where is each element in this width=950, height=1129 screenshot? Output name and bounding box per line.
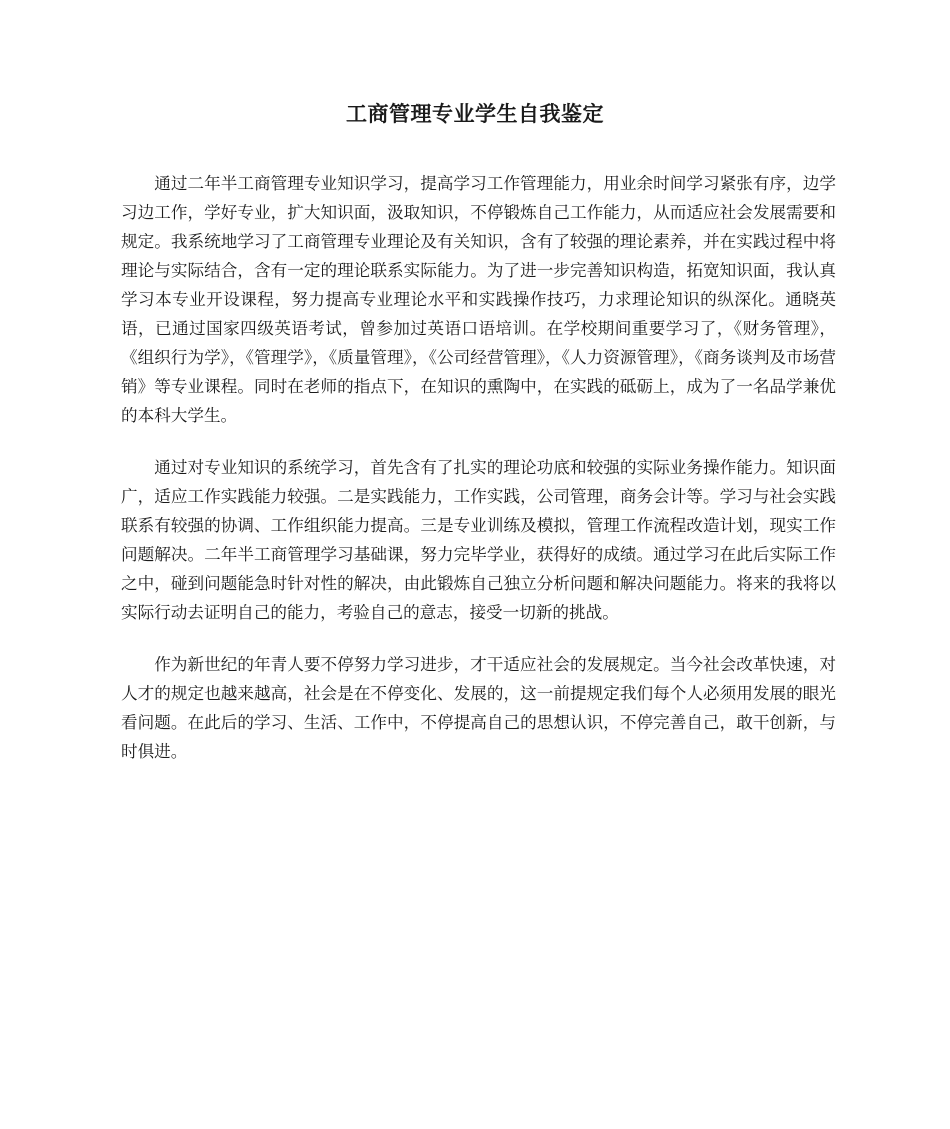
document-body (121, 169, 836, 789)
paragraph-2: 通过对专业知识的系统学习，首先含有了扎实的理论功底和较强的实际业务操作能力。知识面广，适应工作实践能力较强。二是实践能力，工作实践，公司管理，商务会计等。学习与社会实践联系有较强的协调、工作组织能力提高。三是专业训练及模拟，管理工作流程改造计划，现实工作问题解决。二年半工商管理学习基础课，努力完毕学业，获得好的成绩。通过学习在此后实际工作之中，碰到问题能急时针对性的解决，由此锻炼自己独立分析问题和解决问题能力。将来的我将以实际行动去证明自己的能力，考验自己的意志，接受一切新的挑战。 (121, 458, 836, 622)
paragraph-1: 通过二年半工商管理专业知识学习，提高学习工作管理能力，用业余时间学习紧张有序，边学习边工作，学好专业，扩大知识面，汲取知识，不停锻炼自己工作能力，从而适应社会发展需要和规定。我系统地学习了工商管理专业理论及有关知识，含有了较强的理论素养，并在实践过程中将理论与实际结合，含有一定的理论联系实际能力。为了进一步完善知识构造，拓宽知识面，我认真学习本专业开设课程，努力提高专业理论水平和实践操作技巧，力求理论知识的纵深化。通晓英语，已通过国家四级英语考试，曾参加过英语口语培训。在学校期间重要学习了，《财务管理》，《组织行为学》，《管理学》，《质量管理》，《公司经营管理》，《人力资源管理》，《商务谈判及市场营销》等专业课程。同时在老师的指点下，在知识的熏陶中，在实践的砥砺上，成为了一名品学兼优的本科大学生。 (121, 174, 836, 425)
paragraph-3: 作为新世纪的年青人要不停努力学习进步，才干适应社会的发展规定。当今社会改革快速，对人才的规定也越来越高，社会是在不停变化、发展的，这一前提规定我们每个人必须用发展的眼光看问题。在此后的学习、生活、工作中，不停提高自己的思想认识，不停完善自己，敢干创新，与时俱进。 (121, 655, 836, 761)
document-title: 工商管理专业学生自我鉴定 (346, 102, 604, 126)
